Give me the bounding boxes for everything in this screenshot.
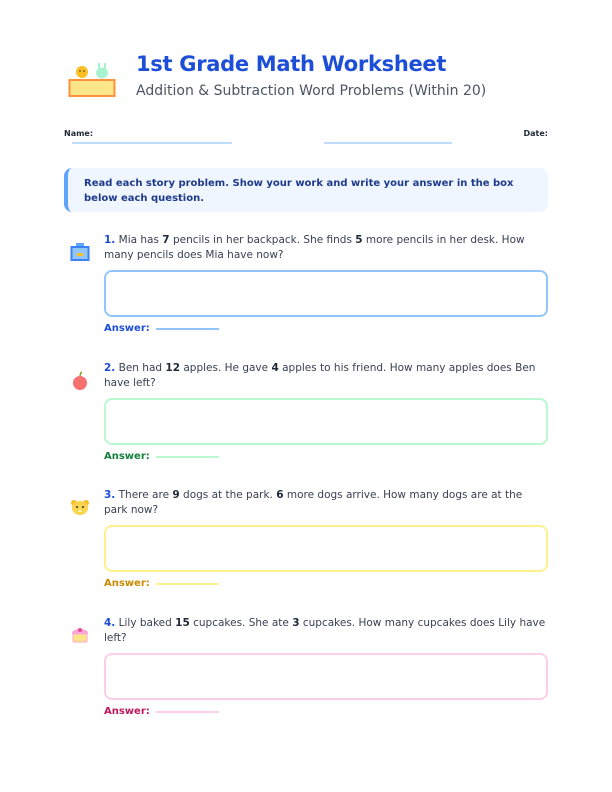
answer-work-box[interactable] bbox=[104, 398, 548, 445]
question-text-part: Ben had bbox=[118, 361, 166, 374]
answer-work-box[interactable] bbox=[104, 525, 548, 572]
answer-work-box[interactable] bbox=[104, 653, 548, 700]
question-text bbox=[104, 616, 548, 646]
backpack-icon bbox=[70, 242, 90, 262]
question-text-part: cupcakes. How many cupcakes does Lily have left? bbox=[104, 616, 546, 644]
question-text-part: more pencils in her desk. How many pencils does Mia have now? bbox=[104, 234, 525, 261]
question-text-part: Mia has bbox=[118, 234, 163, 246]
question-number-value: 5 bbox=[355, 234, 363, 246]
question-number-value: 7 bbox=[162, 234, 170, 246]
question-number-value: 6 bbox=[276, 489, 284, 501]
question-number: 3. bbox=[104, 489, 116, 501]
answer-line[interactable] bbox=[156, 456, 219, 458]
question-number: 4. bbox=[104, 616, 116, 629]
answer-label: Answer: bbox=[104, 323, 150, 334]
header-illustration-icon bbox=[68, 60, 116, 98]
question-number: 2. bbox=[104, 361, 116, 374]
answer-line[interactable] bbox=[156, 328, 219, 330]
answer-work-box[interactable] bbox=[104, 270, 548, 317]
dog-icon bbox=[70, 497, 90, 517]
question-number-value: 9 bbox=[172, 489, 180, 501]
question-number-value: 3 bbox=[292, 616, 300, 629]
question-number: 1. bbox=[104, 234, 116, 246]
answer-line[interactable] bbox=[156, 711, 219, 713]
name-label: Name: bbox=[64, 129, 94, 138]
question-text-part: dogs at the park. bbox=[179, 489, 277, 501]
answer-label: Answer: bbox=[104, 578, 150, 589]
question-text-part: cupcakes. She ate bbox=[189, 616, 293, 629]
page-subtitle: Addition & Subtraction Word Problems (Within 20) bbox=[136, 83, 487, 99]
question-text bbox=[104, 488, 548, 518]
answer-label: Answer: bbox=[104, 450, 150, 462]
question-text-part: Lily baked bbox=[118, 616, 176, 629]
answer-line[interactable] bbox=[156, 583, 219, 585]
answer-label: Answer: bbox=[104, 705, 150, 717]
question-text bbox=[104, 233, 548, 263]
question-text-part: pencils in her backpack. She finds bbox=[169, 234, 356, 246]
question-number-value: 12 bbox=[165, 361, 181, 374]
question-number-value: 15 bbox=[175, 616, 190, 629]
question-text-part: more dogs arrive. How many dogs are at the park now? bbox=[104, 489, 523, 516]
instructions-box: Read each story problem. Show your work and write your answer in the box below each question. bbox=[64, 168, 548, 212]
question-number-value: 4 bbox=[271, 361, 279, 374]
question-text-part: apples to his friend. How many apples does Ben have left? bbox=[104, 361, 536, 389]
name-field[interactable] bbox=[72, 142, 232, 144]
cupcake-icon bbox=[70, 625, 90, 645]
apple-icon bbox=[70, 370, 90, 390]
question-text-part: apples. He gave bbox=[180, 361, 272, 374]
page-title: 1st Grade Math Worksheet bbox=[136, 52, 447, 76]
question-text bbox=[104, 361, 548, 391]
date-label: Date: bbox=[523, 129, 548, 138]
date-field[interactable] bbox=[324, 142, 452, 144]
question-text-part: There are bbox=[118, 489, 173, 501]
